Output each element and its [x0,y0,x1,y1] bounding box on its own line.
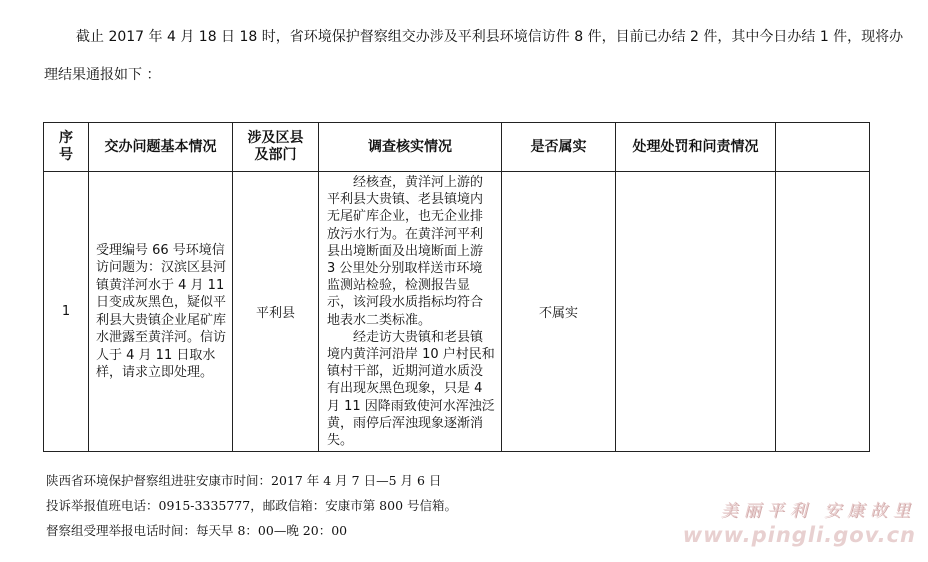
header-findings: 调查核实情况 [319,123,502,172]
findings-paragraph-2: 经走访大贵镇和老县镇境内黄洋河沿岸 10 户村民和镇村干部，近期河道水质没有出现灰黑色现象，只是 4 月 11 因降雨致使河水浑浊泛黄，雨停后浑浊现象逐渐消失。 [327,329,495,449]
header-penalty: 处理处罚和问责情况 [616,123,776,172]
watermark-url: www.pingli.gov.cn [682,523,916,547]
header-verified: 是否属实 [502,123,616,172]
contact-footer [46,468,457,543]
row-extra [776,172,870,452]
footer-hotline: 投诉举报值班电话：0915-3335777，邮政信箱：安康市第 800 号信箱。 [46,498,458,513]
row-findings [319,172,502,452]
footer-inspection-period: 陕西省环境保护督察组进驻安康市时间：2017 年 4 月 7 日—5 月 6 日 [46,473,442,488]
site-watermark [683,496,916,547]
row-penalty [616,172,776,452]
row-verified: 不属实 [502,172,616,452]
row-seq: 1 [44,172,89,452]
header-dept: 涉及区县及部门 [233,123,319,172]
complaint-table [43,122,870,452]
row-issue: 受理编号 66 号环境信访问题为：汉滨区县河镇黄洋河水于 4 月 11 日变成灰黑色，疑似平利县大贵镇企业尾矿库水泄露至黄洋河。信访人于 4 月 11 日取水样，请求立即处理。 [89,172,233,452]
table-row [44,172,870,452]
table-header-row [44,123,870,172]
header-seq: 序号 [44,123,89,172]
row-dept: 平利县 [233,172,319,452]
findings-paragraph-1: 经核查，黄洋河上游的平利县大贵镇、老县镇境内无尾矿库企业，也无企业排放污水行为。在黄洋河平利县出境断面及出境断面上游 3 公里处分别取样送市环境监测站检验，检测报告显示，该河段水质指标均符合地表水二类标准。 [327,175,484,328]
intro-paragraph: 截止 2017 年 4 月 18 日 18 时，省环境保护督察组交办涉及平利县环境信访件 8 件，目前已办结 2 件，其中今日办结 1 件，现将办理结果通报如下 ： [44,29,904,83]
header-issue: 交办问题基本情况 [89,123,233,172]
watermark-slogan: 美丽平利 安康故里 [720,501,916,521]
footer-hours: 督察组受理举报电话时间：每天早 8：00—晚 20：00 [46,523,348,538]
header-extra [776,123,870,172]
